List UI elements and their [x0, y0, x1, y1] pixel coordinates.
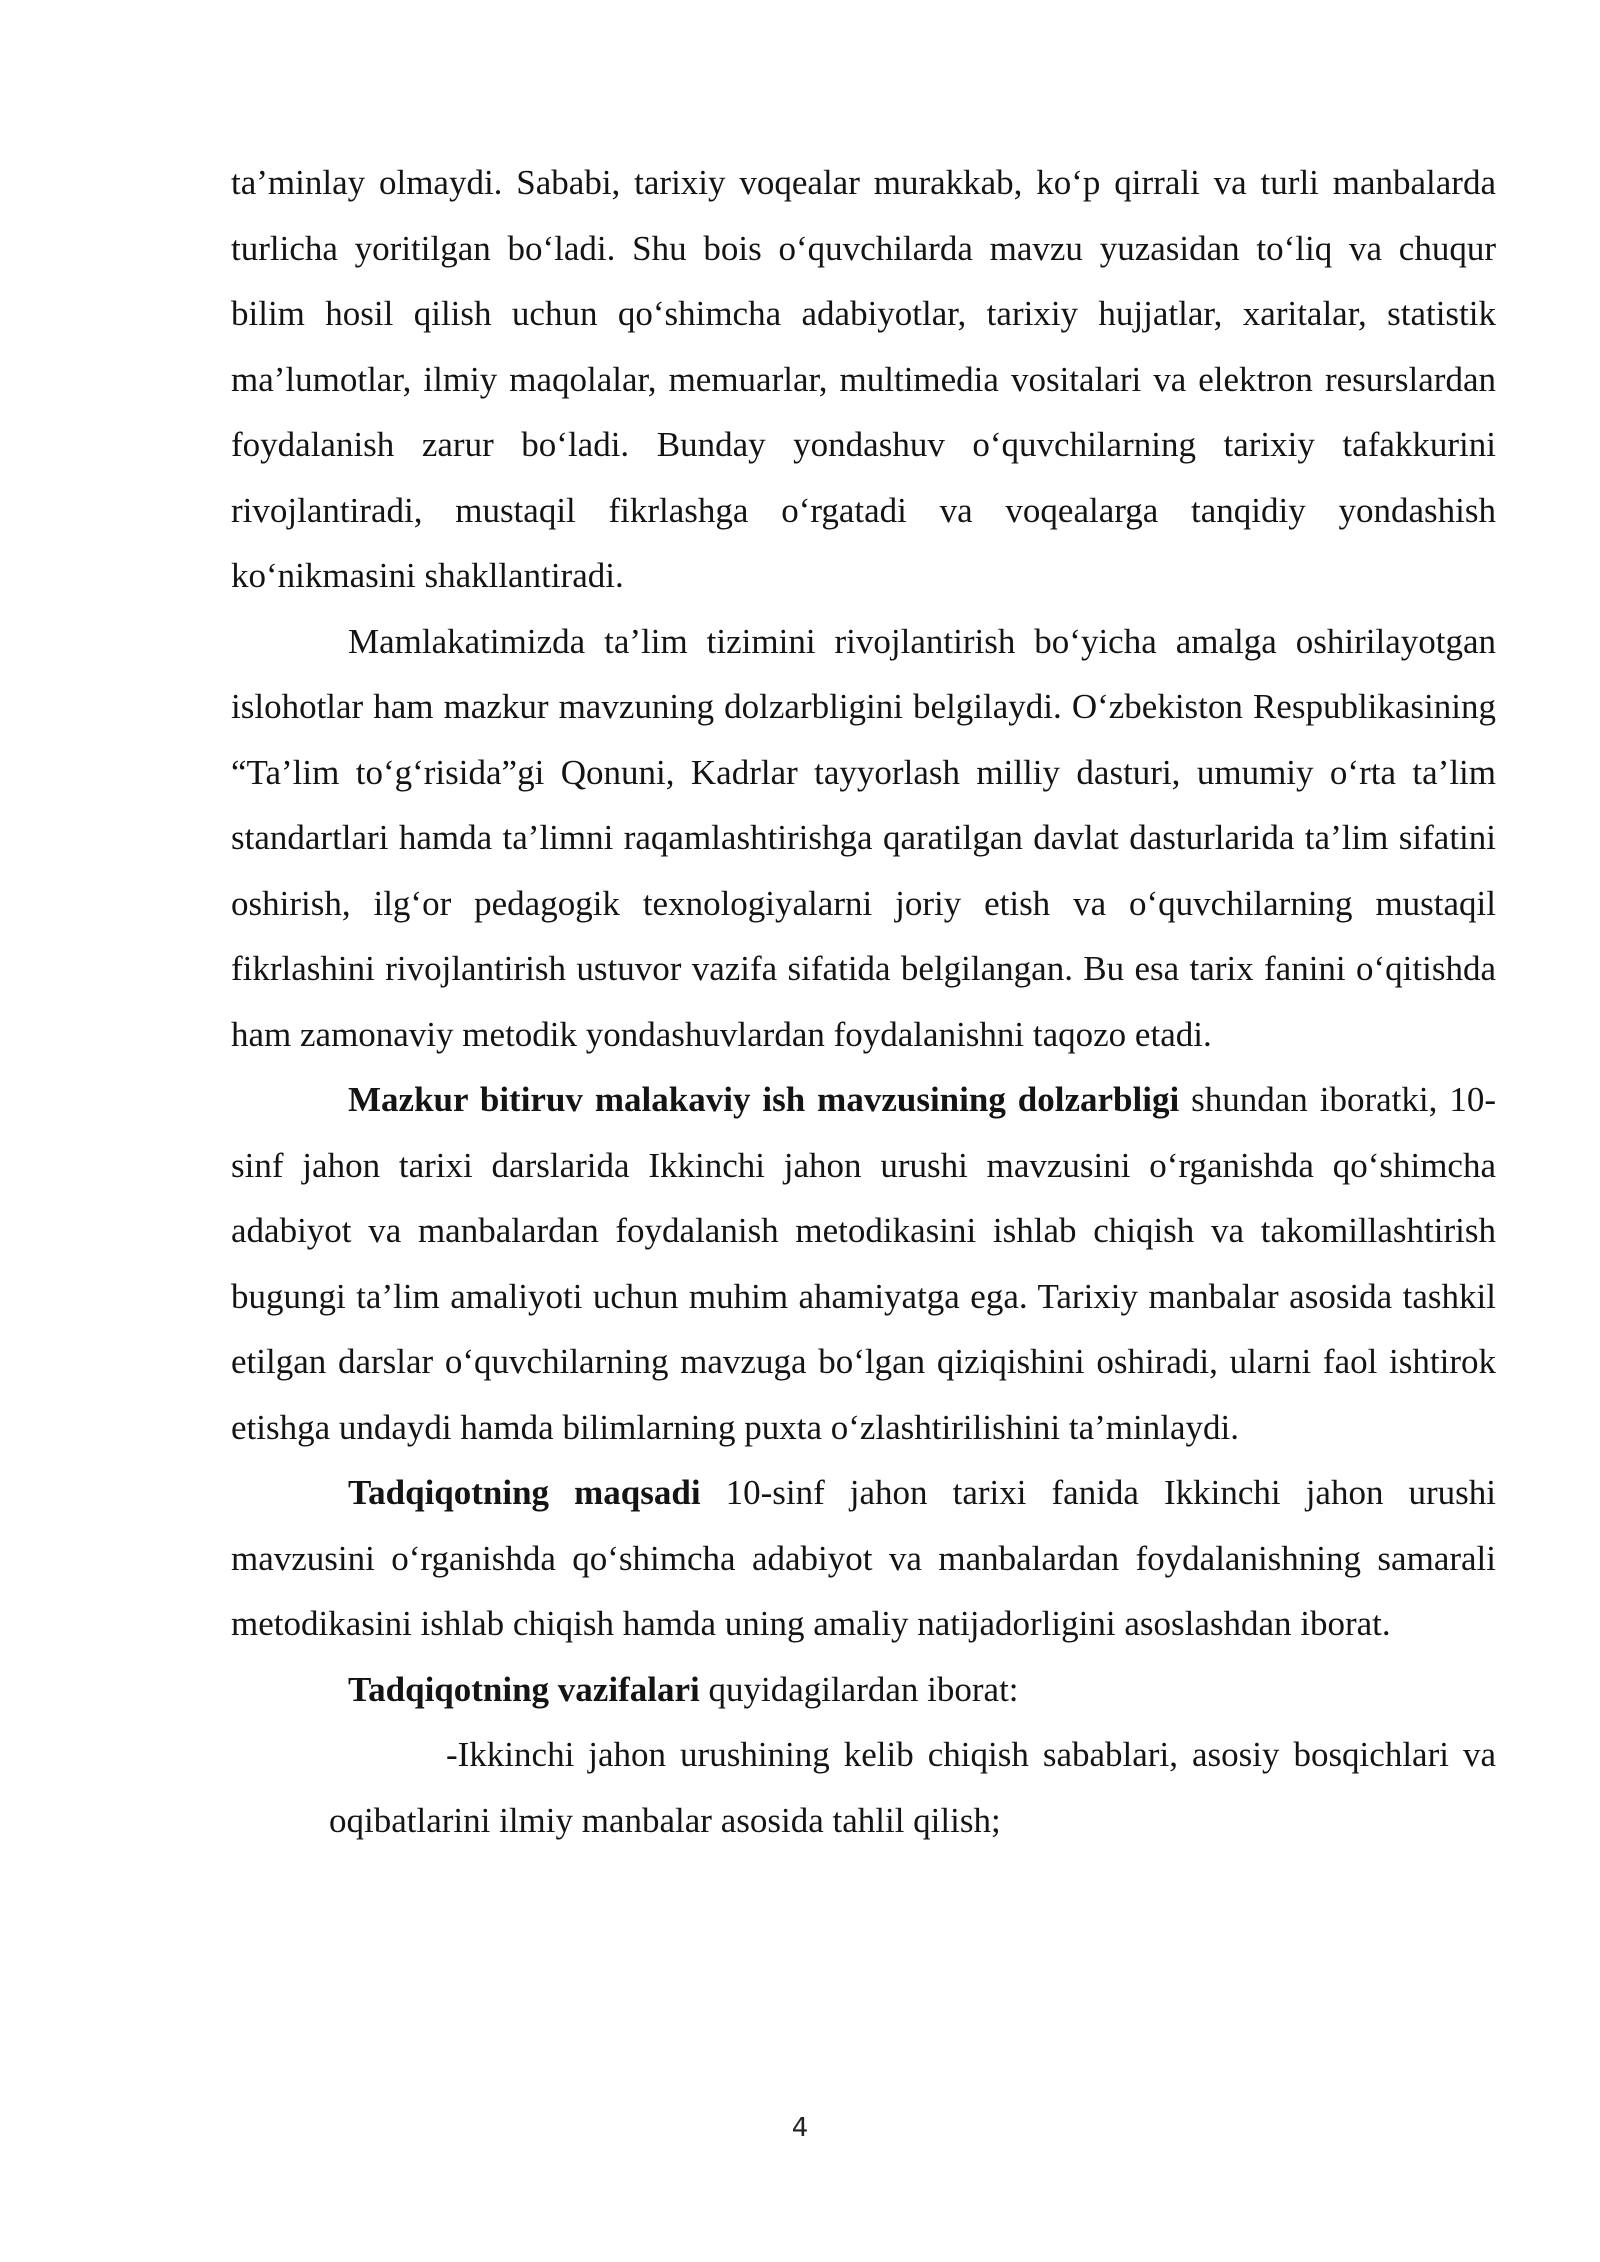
- tasks-text: quyidagilardan iborat:: [699, 1669, 1019, 1709]
- document-body: [231, 150, 1496, 1853]
- paragraph-relevance: [231, 1067, 1496, 1460]
- paragraph-goal: [231, 1460, 1496, 1657]
- paragraph-intro-continuation: ta’minlay olmaydi. Sababi, tarixiy voqealar murakkab, ko‘p qirrali va turli manbalarda turlicha yoritilgan bo‘ladi. Shu bois o‘quvchilarda mavzu yuzasidan to‘liq va chuqur bilim hosil qilish uchun qo‘shimcha adabiyotlar, tarixiy hujjatlar, xaritalar, statistik ma’lumotlar, ilmiy maqolalar, memuarlar, multimedia vositalari va elektron resurslardan foydalanish zarur bo‘ladi. Bunday yondashuv o‘quvchilarning tarixiy tafakkurini rivojlantiradi, mustaqil fikrlashga o‘rgatadi va voqealarga tanqidiy yondashish ko‘nikmasini shakllantiradi.: [231, 163, 1496, 595]
- goal-heading: Tadqiqotning maqsadi: [348, 1473, 701, 1512]
- relevance-text: shundan iboratki, 10-sinf jahon tarixi darslarida Ikkinchi jahon urushi mavzusini o‘rganishda qo‘shimcha adabiyot va manbalardan foydalanish metodikasini ishlab chiqish va takomillashtirish bugungi ta’lim amaliyoti uchun muhim ahamiyatga ega. Tarixiy manbalar asosida tashkil etilgan darslar o‘quvchilarning mavzuga bo‘lgan qiziqishini oshiradi, ularni faol ishtirok etishga undaydi hamda bilimlarning puxta o‘zlashtirilishini ta’minlaydi.: [231, 1080, 1496, 1447]
- relevance-heading: Mazkur bitiruv malakaviy ish mavzusining dolzarbligi: [348, 1080, 1180, 1119]
- tasks-heading: Tadqiqotning vazifalari: [348, 1669, 700, 1709]
- paragraph-reforms: Mamlakatimizda ta’lim tizimini rivojlantirish bo‘yicha amalga oshirilayotgan islohotlar ham mazkur mavzuning dolzarbligini belgilaydi. O‘zbekiston Respublikasining “Ta’lim to‘g‘risida”gi Qonuni, Kadrlar tayyorlash milliy dasturi, umumiy o‘rta ta’lim standartlari hamda ta’limni raqamlashtirishga qaratilgan davlat dasturlarida ta’lim sifatini oshirish, ilg‘or pedagogik texnologiyalarni joriy etish va o‘quvchilarning mustaqil fikrlashini rivojlantirish ustuvor vazifa sifatida belgilangan. Bu esa tarix fanini o‘qitishda ham zamonaviy metodik yondashuvlardan foydalanishni taqozo etadi.: [231, 621, 1496, 1054]
- paragraph-tasks: [231, 1657, 1496, 1723]
- page-number: 4: [791, 2113, 809, 2143]
- task-list-item: -Ikkinchi jahon urushining kelib chiqish sabablari, asosiy bosqichlari va oqibatlarini ilmiy manbalar asosida tahlil qilish;: [329, 1735, 1496, 1840]
- goal-text: 10-sinf jahon tarixi fanida Ikkinchi jahon urushi mavzusini o‘rganishda qo‘shimcha adabiyot va manbalardan foydalanishning samarali metodikasini ishlab chiqish hamda uning amaliy natijadorligini asoslashdan iborat.: [231, 1473, 1496, 1643]
